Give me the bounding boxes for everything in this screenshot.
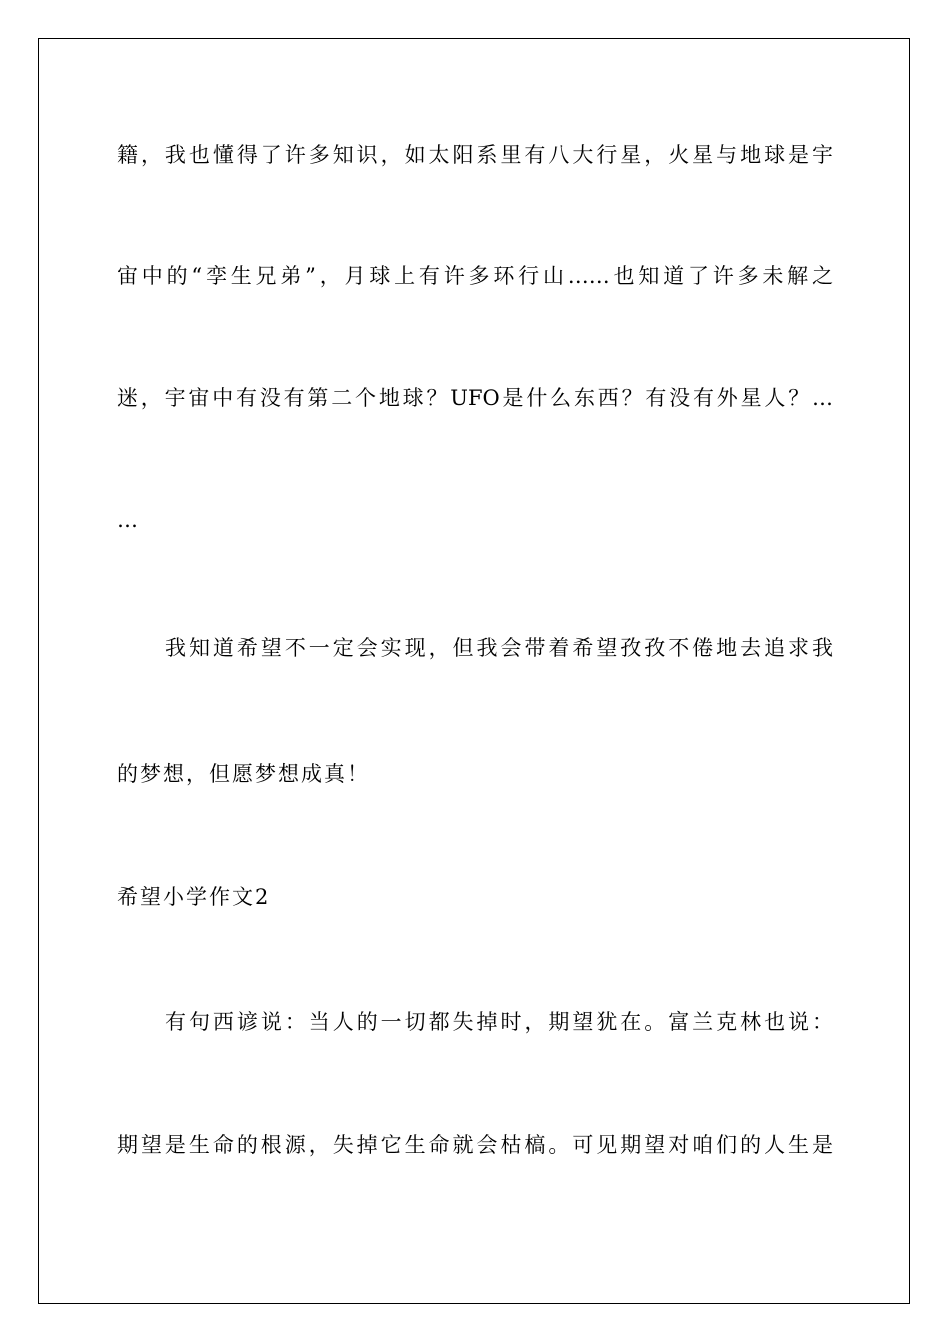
paragraph-line-7: 有句西谚说：当人的一切都失掉时，期望犹在。富兰克林也说： (165, 1010, 833, 1034)
paragraph-line-1: 籍，我也懂得了许多知识，如太阳系里有八大行星，火星与地球是宇 (117, 143, 833, 167)
paragraph-line-4: … (117, 508, 140, 532)
paragraph-line-6: 的梦想，但愿梦想成真！ (117, 762, 370, 786)
page-border (38, 38, 910, 1304)
paragraph-line-5: 我知道希望不一定会实现，但我会带着希望孜孜不倦地去追求我 (165, 636, 833, 660)
paragraph-line-8: 期望是生命的根源，失掉它生命就会枯槁。可见期望对咱们的人生是 (117, 1133, 833, 1157)
section-heading: 希望小学作文2 (117, 885, 271, 909)
paragraph-line-3: 迷，宇宙中有没有第二个地球？UFO是什么东西？有没有外星人？… (117, 386, 833, 410)
paragraph-line-2: 宙中的“孪生兄弟”，月球上有许多环行山……也知道了许多未解之 (117, 264, 833, 288)
